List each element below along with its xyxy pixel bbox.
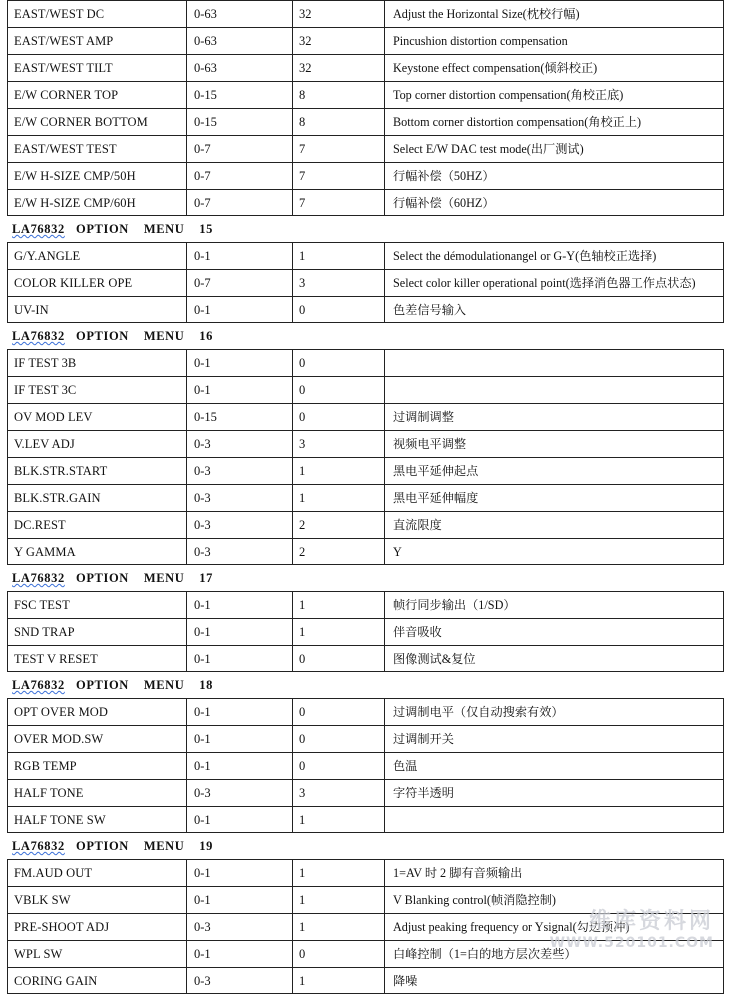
section-heading xyxy=(0,833,732,859)
default-value-cell: 0 xyxy=(292,725,384,752)
default-value-cell: 1 xyxy=(292,591,384,618)
param-name-cell: EAST/WEST DC xyxy=(7,0,186,27)
watermark-cn-text: 维库资料网 xyxy=(588,909,714,934)
description-cell: 图像测试&复位 xyxy=(384,645,724,672)
table-row xyxy=(0,484,732,511)
description-cell: 降噪 xyxy=(384,967,724,994)
default-value-cell: 1 xyxy=(292,484,384,511)
param-name-cell: TEST V RESET xyxy=(7,645,186,672)
default-value-cell: 0 xyxy=(292,940,384,967)
param-name-cell: EAST/WEST TILT xyxy=(7,54,186,81)
description-cell: 黑电平延伸起点 xyxy=(384,457,724,484)
param-name-cell: FSC TEST xyxy=(7,591,186,618)
description-cell: 过调制调整 xyxy=(384,403,724,430)
default-value-cell: 7 xyxy=(292,162,384,189)
range-cell: 0-1 xyxy=(186,242,292,269)
description-cell: 帧行同步输出（1/SD） xyxy=(384,591,724,618)
default-value-cell: 0 xyxy=(292,296,384,323)
range-cell: 0-1 xyxy=(186,349,292,376)
range-cell: 0-7 xyxy=(186,269,292,296)
section-heading xyxy=(0,216,732,242)
table-row xyxy=(0,886,732,913)
range-cell: 0-1 xyxy=(186,296,292,323)
range-cell: 0-3 xyxy=(186,779,292,806)
range-cell: 0-3 xyxy=(186,430,292,457)
default-value-cell: 32 xyxy=(292,54,384,81)
default-value-cell: 1 xyxy=(292,886,384,913)
description-cell: 过调制电平（仅自动搜索有效） xyxy=(384,698,724,725)
default-value-cell: 1 xyxy=(292,457,384,484)
table-row xyxy=(0,940,732,967)
range-cell: 0-3 xyxy=(186,538,292,565)
table-row xyxy=(0,242,732,269)
description-cell: 视频电平调整 xyxy=(384,430,724,457)
section-heading-text xyxy=(12,833,213,859)
default-value-cell: 32 xyxy=(292,27,384,54)
param-name-cell: EAST/WEST AMP xyxy=(7,27,186,54)
range-cell: 0-1 xyxy=(186,725,292,752)
section-heading xyxy=(0,323,732,349)
range-cell: 0-7 xyxy=(186,162,292,189)
range-cell: 0-1 xyxy=(186,886,292,913)
description-cell: 色温 xyxy=(384,752,724,779)
param-name-cell: WPL SW xyxy=(7,940,186,967)
menu-title: OPTION MENU 19 xyxy=(64,839,214,853)
default-value-cell: 0 xyxy=(292,349,384,376)
description-cell: 字符半透明 xyxy=(384,779,724,806)
table-row xyxy=(0,618,732,645)
description-cell: 白峰控制（1=白的地方层次差些） xyxy=(384,940,724,967)
range-cell: 0-3 xyxy=(186,457,292,484)
description-cell: Adjust the Horizontal Size(枕校行幅) xyxy=(384,0,724,27)
range-cell: 0-3 xyxy=(186,967,292,994)
table-row xyxy=(0,645,732,672)
menu-title: OPTION MENU 18 xyxy=(64,678,214,692)
param-name-cell: IF TEST 3C xyxy=(7,376,186,403)
range-cell: 0-15 xyxy=(186,403,292,430)
description-cell: Top corner distortion compensation(角校正底) xyxy=(384,81,724,108)
table-row xyxy=(0,967,732,994)
range-cell: 0-63 xyxy=(186,0,292,27)
range-cell: 0-1 xyxy=(186,645,292,672)
table-row xyxy=(0,0,732,27)
range-cell: 0-1 xyxy=(186,940,292,967)
section-heading-text xyxy=(12,216,213,242)
range-cell: 0-7 xyxy=(186,135,292,162)
description-cell: 过调制开关 xyxy=(384,725,724,752)
section-heading-text xyxy=(12,565,213,591)
section-heading-text xyxy=(12,672,213,698)
table-row xyxy=(0,752,732,779)
default-value-cell: 2 xyxy=(292,511,384,538)
default-value-cell: 1 xyxy=(292,913,384,940)
table-row xyxy=(0,430,732,457)
param-name-cell: HALF TONE xyxy=(7,779,186,806)
range-cell: 0-63 xyxy=(186,54,292,81)
section-heading xyxy=(0,565,732,591)
description-cell: Y xyxy=(384,538,724,565)
range-cell: 0-1 xyxy=(186,618,292,645)
param-name-cell: CORING GAIN xyxy=(7,967,186,994)
description-cell: 1=AV 时 2 脚有音频输出 xyxy=(384,859,724,886)
table-row xyxy=(0,779,732,806)
table-row xyxy=(0,54,732,81)
description-cell: V Blanking control(帧消隐控制) xyxy=(384,886,724,913)
watermark-url-text: WWW.520101.COM xyxy=(549,935,714,951)
description-cell: 色差信号输入 xyxy=(384,296,724,323)
param-name-cell: DC.REST xyxy=(7,511,186,538)
default-value-cell: 0 xyxy=(292,376,384,403)
range-cell: 0-3 xyxy=(186,511,292,538)
range-cell: 0-1 xyxy=(186,806,292,833)
default-value-cell: 3 xyxy=(292,269,384,296)
default-value-cell: 7 xyxy=(292,135,384,162)
table-row xyxy=(0,698,732,725)
param-name-cell: VBLK SW xyxy=(7,886,186,913)
param-name-cell: UV-IN xyxy=(7,296,186,323)
chip-model: LA76832 xyxy=(12,571,65,585)
description-cell: 行幅补偿（60HZ） xyxy=(384,189,724,216)
param-name-cell: HALF TONE SW xyxy=(7,806,186,833)
table-row xyxy=(0,591,732,618)
param-name-cell: BLK.STR.START xyxy=(7,457,186,484)
default-value-cell: 1 xyxy=(292,806,384,833)
default-value-cell: 1 xyxy=(292,242,384,269)
description-cell xyxy=(384,806,724,833)
default-value-cell: 7 xyxy=(292,189,384,216)
section-heading-text xyxy=(12,323,213,349)
table-row xyxy=(0,457,732,484)
default-value-cell: 0 xyxy=(292,645,384,672)
table-row xyxy=(0,162,732,189)
param-name-cell: OPT OVER MOD xyxy=(7,698,186,725)
param-name-cell: PRE-SHOOT ADJ xyxy=(7,913,186,940)
table-row xyxy=(0,296,732,323)
description-cell: Adjust peaking frequency or Ysignal(勾边预冲) xyxy=(384,913,724,940)
param-name-cell: E/W CORNER BOTTOM xyxy=(7,108,186,135)
section-heading xyxy=(0,672,732,698)
param-name-cell: SND TRAP xyxy=(7,618,186,645)
param-name-cell: E/W H-SIZE CMP/50H xyxy=(7,162,186,189)
table-row xyxy=(0,108,732,135)
range-cell: 0-1 xyxy=(186,591,292,618)
param-name-cell: E/W H-SIZE CMP/60H xyxy=(7,189,186,216)
description-cell xyxy=(384,376,724,403)
table-row xyxy=(0,81,732,108)
range-cell: 0-15 xyxy=(186,81,292,108)
table-row xyxy=(0,269,732,296)
default-value-cell: 0 xyxy=(292,403,384,430)
default-value-cell: 2 xyxy=(292,538,384,565)
param-name-cell: G/Y.ANGLE xyxy=(7,242,186,269)
default-value-cell: 3 xyxy=(292,779,384,806)
description-cell: 行幅补偿（50HZ） xyxy=(384,162,724,189)
chip-model: LA76832 xyxy=(12,839,65,853)
default-value-cell: 0 xyxy=(292,698,384,725)
chip-model: LA76832 xyxy=(12,329,65,343)
description-cell: Keystone effect compensation(倾斜校正) xyxy=(384,54,724,81)
param-name-cell: BLK.STR.GAIN xyxy=(7,484,186,511)
param-name-cell: FM.AUD OUT xyxy=(7,859,186,886)
param-name-cell: RGB TEMP xyxy=(7,752,186,779)
description-cell: 直流限度 xyxy=(384,511,724,538)
menu-title: OPTION MENU 17 xyxy=(64,571,214,585)
description-cell: Select E/W DAC test mode(出厂测试) xyxy=(384,135,724,162)
default-value-cell: 1 xyxy=(292,967,384,994)
range-cell: 0-3 xyxy=(186,913,292,940)
description-cell: 黑电平延伸幅度 xyxy=(384,484,724,511)
table-row xyxy=(0,725,732,752)
table-row xyxy=(0,27,732,54)
range-cell: 0-7 xyxy=(186,189,292,216)
table-row xyxy=(0,403,732,430)
description-cell: 伴音吸收 xyxy=(384,618,724,645)
table-row xyxy=(0,189,732,216)
range-cell: 0-1 xyxy=(186,859,292,886)
default-value-cell: 3 xyxy=(292,430,384,457)
param-name-cell: V.LEV ADJ xyxy=(7,430,186,457)
description-cell: Pincushion distortion compensation xyxy=(384,27,724,54)
table-row xyxy=(0,859,732,886)
table-row xyxy=(0,376,732,403)
default-value-cell: 8 xyxy=(292,108,384,135)
default-value-cell: 32 xyxy=(292,0,384,27)
table-row xyxy=(0,511,732,538)
param-name-cell: E/W CORNER TOP xyxy=(7,81,186,108)
range-cell: 0-63 xyxy=(186,27,292,54)
param-name-cell: EAST/WEST TEST xyxy=(7,135,186,162)
param-name-cell: IF TEST 3B xyxy=(7,349,186,376)
range-cell: 0-15 xyxy=(186,108,292,135)
range-cell: 0-3 xyxy=(186,484,292,511)
description-cell: Select color killer operational point(选择消色器工作点状态) xyxy=(384,269,724,296)
param-name-cell: OV MOD LEV xyxy=(7,403,186,430)
default-value-cell: 1 xyxy=(292,859,384,886)
range-cell: 0-1 xyxy=(186,752,292,779)
menu-title: OPTION MENU 15 xyxy=(64,222,214,236)
table-row xyxy=(0,913,732,940)
default-value-cell: 1 xyxy=(292,618,384,645)
description-cell: Select the démodulationangel or G-Y(色轴校正选择) xyxy=(384,242,724,269)
table-row xyxy=(0,538,732,565)
table-row xyxy=(0,135,732,162)
table-row xyxy=(0,806,732,833)
description-cell xyxy=(384,349,724,376)
param-name-cell: COLOR KILLER OPE xyxy=(7,269,186,296)
default-value-cell: 8 xyxy=(292,81,384,108)
menu-title: OPTION MENU 16 xyxy=(64,329,214,343)
param-name-cell: Y GAMMA xyxy=(7,538,186,565)
param-name-cell: OVER MOD.SW xyxy=(7,725,186,752)
range-cell: 0-1 xyxy=(186,376,292,403)
chip-model: LA76832 xyxy=(12,678,65,692)
range-cell: 0-1 xyxy=(186,698,292,725)
table-row xyxy=(0,349,732,376)
default-value-cell: 0 xyxy=(292,752,384,779)
description-cell: Bottom corner distortion compensation(角校正上) xyxy=(384,108,724,135)
chip-model: LA76832 xyxy=(12,222,65,236)
